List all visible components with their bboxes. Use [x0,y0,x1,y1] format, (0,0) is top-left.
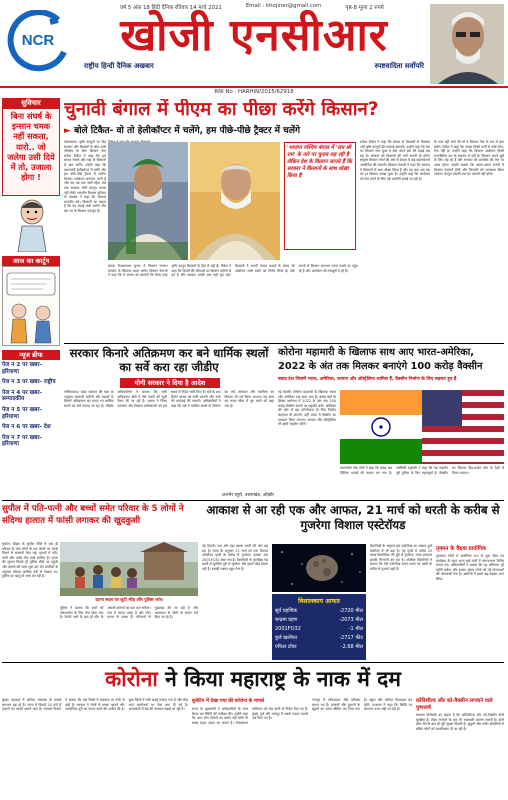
cartoon-figure [10,198,54,252]
lead-body-col1: कोलकाता। कृषि कानूनों पर केंद्र सरकार और किसानों के बीच जारी गतिरोध के बीच किसान नेता राकेश टिकैत ने कहा कि हम बंगाल जाएंगे और वहां के किसानों से बात करेंगे। उन्होंने कहा कि प्रधानमंत्री हेलीकॉप्टर में चलेंगे और हम पीछे-पीछे ट्रैक्टर में चलेंगे। किसान आंदोलन लगातार जारी है और यह तब तक जारी रहेगा जब तक सरकार तीनों कानून वापस नहीं लेती। भारतीय किसान यूनियन के प्रवक्ता ने कहा कि सरकार बातचीत करे। किसानों का कहना है कि यह लड़ाई लंबी चलेगी और देश भर के किसान एकजुट हैं। [64,140,106,213]
infobox-row [275,607,363,616]
vaccine-subhead: क्वाड देश जिसमें भारत, अमेरिका, जापान और ऑस्ट्रेलिया शामिल हैं, वैक्सीन निर्माण के लिए सहमत हुए हैं [278,377,457,382]
lead-body-col3: राकेश टिकैत ने कहा कि बंगाल के किसानों से मिलकर उन्हें कृषि कानूनों की सच्चाई बताएंगे। उन्होंने कहा कि देश का किसान जाग चुका है और अपने हक की लड़ाई लड़ रहा है। सरकार को किसानों की मांगें माननी ही होंगी। संयुक्त किसान मोर्चा की ओर से बंगाल में कई महापंचायतें आयोजित की जाएंगी। किसान नेताओं ने कहा कि सरकार ने किसानों के साथ धोखा किया है और यह बात अब देश का हर किसान समझ चुका है। उन्होंने कहा कि आंदोलन को तेज करने के लिए नई रणनीति बनाई जा रही है। [360,140,430,181]
religious-tagline: योगी सरकार ने दिया है आदेश [120,378,220,388]
email-text: Email : khojiner@gmail.com [245,3,322,9]
murder-body-left: सुपौल। बिहार के सुपौल जिले में एक ही परिवार के पांच लोगों के शव फांसी पर लटके मिलने से सनसनी फैल गई। मृतकों में पति-पत्नी और उनके तीन बच्चे शामिल हैं। घटना की सूचना मिलते ही पुलिस मौके पर पहुंची और मामले की जांच शुरू कर दी। ग्रामीणों के अनुसार परिवार आर्थिक तंगी से परेशान था। पुलिस हर पहलू से जांच कर रही है। [2,542,58,579]
infobox-row-label: सूर्य ग्रहणिक [275,608,298,614]
lead-subhead-text: बोले टिकैत- वो तो हेलीकॉप्टर में चलेंगे, हम पीछे-पीछे ट्रैक्टर में चलेंगे [74,126,301,136]
murder-caption: घटना स्थल पर जुटी भीड़ और पुलिस जांच [95,598,163,603]
lead-pullquote [284,142,356,250]
infobox-row-label: एफिल टॉवर [275,644,297,650]
bottom-mid-title: बुलेटिन में देखा गया की कोरोना के मामले [192,699,265,704]
infobox-row-label: चन्द्रमा ग्रहण [275,617,298,623]
ncr-logo [6,10,70,74]
bottom-headline-rest: ने किया महाराष्ट्र के नाक में दम [157,667,401,691]
section-divider [2,500,504,501]
news-brief-item[interactable]: पेज न 5 पर खबर- हरियाणा [2,406,42,420]
quote-title: सुविचार [2,98,60,108]
subtitle-right: स्पष्टवादिता सर्वोपरि [374,62,424,70]
infobox-row-value: -1 मील [348,626,363,632]
masthead-portrait [430,4,504,84]
pullquote-text: 'भाजपा पश्चिम बंगाल में 'जय श्री राम' के नारे पर चुनाव लड़ रही है लेकिन देश के किसान जानते हैं कि सरकार ने किसानों के साथ धोखा किया है' [287,145,352,179]
religious-headline[interactable]: सरकार किनारे अतिक्रमण कर बने धार्मिक स्थलों का सर्वे करा रहा जीडीए [69,346,269,374]
murder-body-right: पुलिस ने बताया कि शवों को पोस्टमार्टम के लिए भेज दिया गया है। रिपोर्ट आने के बाद ही मौत के असली कारणों का पता चल सकेगा। गांव में मातम पसरा है और लोग घटना से स्तब्ध हैं। परिजनों से पूछताछ की जा रही है और आसपास के लोगों के बयान दर्ज किए जा रहे हैं। [60,606,198,620]
quote-box [2,108,60,196]
vaccine-headline[interactable]: कोरोना महामारी के खिलाफ साथ आए भारत-अमेरिका, 2022 के अंत तक मिलकर बनाएंगे 100 करोड़ वैक्सीन [278,347,483,372]
rni-number: RNI No : HARHIN/2015/62918 [214,89,294,95]
asteroid-body-mid: वैज्ञानिकों के अनुसार इस एस्टेरॉयड का आकार बुर्ज खलीफा से भी बड़ा है। यह पृथ्वी से करीब 20 लाख किलोमीटर की दूरी से गुजरेगा। नासा लगातार इसकी निगरानी कर रहा है। अंतरिक्ष विज्ञानियों ने बताया कि ऐसे एस्टेरॉयड समय-समय पर धरती के करीब से गुजरते रहते हैं। [370,544,432,571]
infobox-row-label: 2001FO32 [275,626,301,632]
subhead-bullet: ► [64,126,75,136]
section-divider [2,662,504,663]
news-brief-list [2,362,60,522]
religious-byline: अजमेर ब्यूरो, उत्तराखंड, ओझोर [221,493,274,498]
bottom-right-title: कोविशील्ड और को-वैक्सीन लगवाने वाले पुष्पत्वर्ष [416,698,493,711]
bottom-body-2: राज्य के मुख्यमंत्री ने अधिकारियों के साथ बैठक कर स्थिति की समीक्षा की। उन्होंने कहा कि अगर लोग नियमों का पालन नहीं करेंगे तो सख्त कदम उठाए जा सकते हैं। टीकाकरण अभियान को तेज करने के निर्देश दिए गए हैं। मुंबई, पुणे और नागपुर में सबसे ज्यादा मामले दर्ज किए गए हैं। [192,707,308,725]
ncr-logo-text: NCR [21,32,55,49]
bottom-headline[interactable] [2,664,504,694]
infobox-row-value: -2720 मील [339,608,363,614]
asteroid-right-title: तृक्मन के वैध्रक प्रायोगिक [436,546,487,552]
infobox-row-value: -2.68 मील [340,644,363,650]
bottom-body-4: स्वास्थ्य विशेषज्ञों का कहना है कि कोविशील्ड और को-वैक्सीन दोनों सुरक्षित हैं। टीका लगवाने के बाद भी सावधानी बरतना जरूरी है। दोनों डोज लेने के बाद ही पूरी सुरक्षा मिलती है। बुजुर्गों और गंभीर बीमारियों से ग्रसित लोगों को प्राथमिकता दी जा रही है। [416,713,504,731]
religious-body: गाजियाबाद। प्रदेश सरकार की मंशा के अनुसार सरकारी जमीनों और सड़कों के किनारे अतिक्रमण कर बनाए गए धार्मिक स्थलों का सर्वे कराया जा रहा है। जीडीए अधिकारियों ने बताया कि सभी प्राधिकरण क्षेत्रों में ऐसे स्थलों की सूची तैयार की जा रही है। शासन ने जिला प्रशासन और विकास प्राधिकरणों को इस संबंध में निर्देश जारी किए हैं। सर्वे के बाद रिपोर्ट शासन को भेजी जाएगी और आगे की कार्रवाई की जाएगी। अधिकारियों ने कहा कि सर्वे में धार्मिक स्थलों के निर्माण का वर्ष, क्षेत्रफल और स्वामित्व का विवरण भी दर्ज किया जाएगा। यह काम तय समय सीमा में पूरा करने को कहा गया है। [64,390,274,408]
asteroid-headline[interactable]: आकाश से आ रही एक और आफत, 21 मार्च को धरती के करीब से गुजरेगा विशाल एस्टेरॉयड [206,503,500,532]
lead-photo-pm [190,142,280,260]
section-divider [64,343,504,344]
news-brief-item[interactable]: पेज न 7 पर खबर- हरियाणा [2,434,42,448]
murder-photo [60,542,198,596]
news-brief-item[interactable]: पेज न 3 पर खबर- राष्ट्रीय [2,379,56,386]
infobox-row [275,616,363,625]
bottom-body-3: नागपुर में लॉकडाउन जैसे प्रतिबंध लगाए गए हैं। बाजारों और दुकानों के खुलने का समय सीमित कर दिया गया है। स्कूल और कॉलेज फिलहाल बंद रहेंगे। प्रशासन ने कहा कि स्थिति पर लगातार नजर रखी जा रही है। [312,698,412,712]
vaccine-body-left: नई दिल्ली। कोरोना महामारी के खिलाफ भारत और अमेरिका एक साथ आए हैं। क्वाड देशों के शिखर सम्मेलन में 2022 के अंत तक 100 करोड़ वैक्सीन बनाने पर सहमति बनी। अमेरिका की ओर से इस परियोजना के लिए वित्तीय सहायता दी जाएगी, वहीं भारत में वैक्सीन का उत्पादन किया जाएगा। जापान और ऑस्ट्रेलिया भी इसमें सहयोग करेंगे। [278,390,336,427]
infobox-row-value: -2073 मील [339,617,363,623]
lead-body-bottom: बंगाल विधानसभा चुनाव में किसान संगठन सरकार के खिलाफ प्रचार करेंगे। किसान नेताओं ने कहा कि वे जनता को बताएंगे कि किस तरह कृषि कानून किसानों के हित में नहीं हैं। टिकैत ने कहा कि दिल्ली की सीमाओं पर किसान महीनों से डटे हैं और सरकार उनकी बात नहीं सुन रही। किसानों ने अपनी फसल कटाई के समय भी आंदोलन जारी रखने का निर्णय लिया है। कई राज्यों से किसान लगातार धरना स्थलों पर पहुंच रहे हैं और आंदोलन को मजबूती दे रहे हैं। [108,264,358,278]
news-brief-item[interactable]: पेज न 6 पर खबर- देश [2,424,51,431]
issue-info: वर्ष 5 अंक 18 हिंदी दैनिक रविवार 14 मार्च 2021 [120,5,222,11]
news-brief-title: न्यूज ब्रीफ [2,350,60,360]
lead-subhead [64,124,504,138]
vaccine-body-right: प्रधानमंत्री नरेंद्र मोदी ने कहा कि क्वाड अब वैश्विक भलाई की ताकत बन गया है। अमेरिकी राष्ट्रपति ने कहा कि यह सहयोग पूरी दुनिया के लिए महत्वपूर्ण है। वैक्सीन का वितरण हिंद-प्रशांत क्षेत्र के देशों में किया जाएगा। [340,466,504,475]
masthead-divider [0,86,508,88]
cartoon-title: आज का कार्टून [2,256,60,266]
masthead-title: खोजी एनसीआर [120,10,388,61]
lead-body-col4: के पास नहीं जाने देंगे तो वे किसान नेता के रूप में बात करेंगे। टिकैत ने कहा कि उनका किसी पार्टी से कोई लेना-देना नहीं है। उन्होंने कहा कि किसान आंदोलन किसी राजनीतिक दल के समर्थन में नहीं है। किसान अपने मुद्दों के लिए लड़ रहे हैं और सरकार को बातचीत की मेज पर आना होगा। उन्होंने बताया कि अलग-अलग राज्यों में किसान पंचायतें होंगी और किसानों को जागरूक किया जाएगा। कानून वापसी तक घर वापसी नहीं होगी। [434,140,504,177]
bottom-headline-keyword: कोरोना [105,667,158,691]
infobox-row-value: -2717 फीट [339,635,363,641]
price-text: पृष्ठ-8 मूल्य 2 रुपये [345,5,384,11]
masthead [0,0,508,95]
asteroid-image [272,544,366,592]
cartoon-panel [2,266,60,346]
vaccine-flags-photo [340,390,504,464]
asteroid-infobox [272,594,366,660]
bottom-headline-text [105,667,401,691]
lead-headline[interactable]: चुनावी बंगाल में पीएम का पीछा करेंगे किसान? [64,99,379,120]
murder-headline[interactable]: सुपौल में पति-पत्नी और बच्चों समेत परिवार के 5 लोगों ने संदिग्ध हालात में फांसी लगाकर की खुदकुशी [2,504,184,526]
infobox-row [275,634,363,643]
news-brief-item[interactable]: पेज न 4 पर खबर- सम्पादकीय [2,389,42,403]
sidebar [2,98,60,448]
infobox-row-label: बुर्ज खलीफा [275,635,298,641]
masthead-subtitle-bar [84,62,424,74]
infobox-row [275,643,363,652]
infobox-row [275,625,363,634]
asteroid-body-right: गुरुग्राम। जिले में प्रायोगिक रूप से शुरू किए गए कार्यक्रम के तहत आज कई गांवों में जागरूकता शिविर लगाए गए। अधिकारियों ने बताया कि यह अभियान पूरे महीने चलेगा और इसका उद्देश्य लोगों को नई योजनाओं की जानकारी देना है। ग्रामीणों ने इसमें बढ़-चढ़कर भाग लिया। [436,554,504,581]
subtitle-left: राष्ट्रीय हिन्दी दैनिक अखबार [84,62,154,70]
infobox-title: विशालकाय आफत [298,598,340,605]
quote-text: बिना संघर्ष के इन्सान चमक नहीं सकता, यारो.. जो जलेगा उसी दिये में तो, उजाला होगा ! [7,111,55,183]
news-brief-item[interactable]: पेज न 2 पर खबर- हरियाणा [2,362,42,375]
lead-photo-tikait [108,142,188,260]
bottom-body-1: मुंबई। महाराष्ट्र में कोरोना संक्रमण के मामले लगातार बढ़ रहे हैं। राज्य में पिछले 24 घंटों में हजारों नए मामले सामने आए हैं। स्वास्थ्य विभाग ने बताया कि कई जिलों में संक्रमण दर तेजी से बढ़ी है। सरकार ने लोगों से मास्क पहनने और सामाजिक दूरी का पालन करने की अपील की है। कुछ जिलों में रात्रि कर्फ्यू लगाया गया है और भीड़ वाले आयोजनों पर रोक लगा दी गई है। अस्पतालों में बेड की व्यवस्था बढ़ाई जा रही है। [2,698,188,712]
asteroid-body-left: नई दिल्ली। एक और बड़ा खतरा धरती की ओर बढ़ रहा है। नासा के अनुसार 21 मार्च को एक विशाल एस्टेरॉयड पृथ्वी के करीब से गुजरेगा। इसका नाम 2001FO32 रखा गया है। वैज्ञानिकों के मुताबिक यह धरती से सुरक्षित दूरी से गुजरेगा और इससे कोई खतरा नहीं है। इसकी रफ्तार बहुत तेज है। [202,544,268,571]
